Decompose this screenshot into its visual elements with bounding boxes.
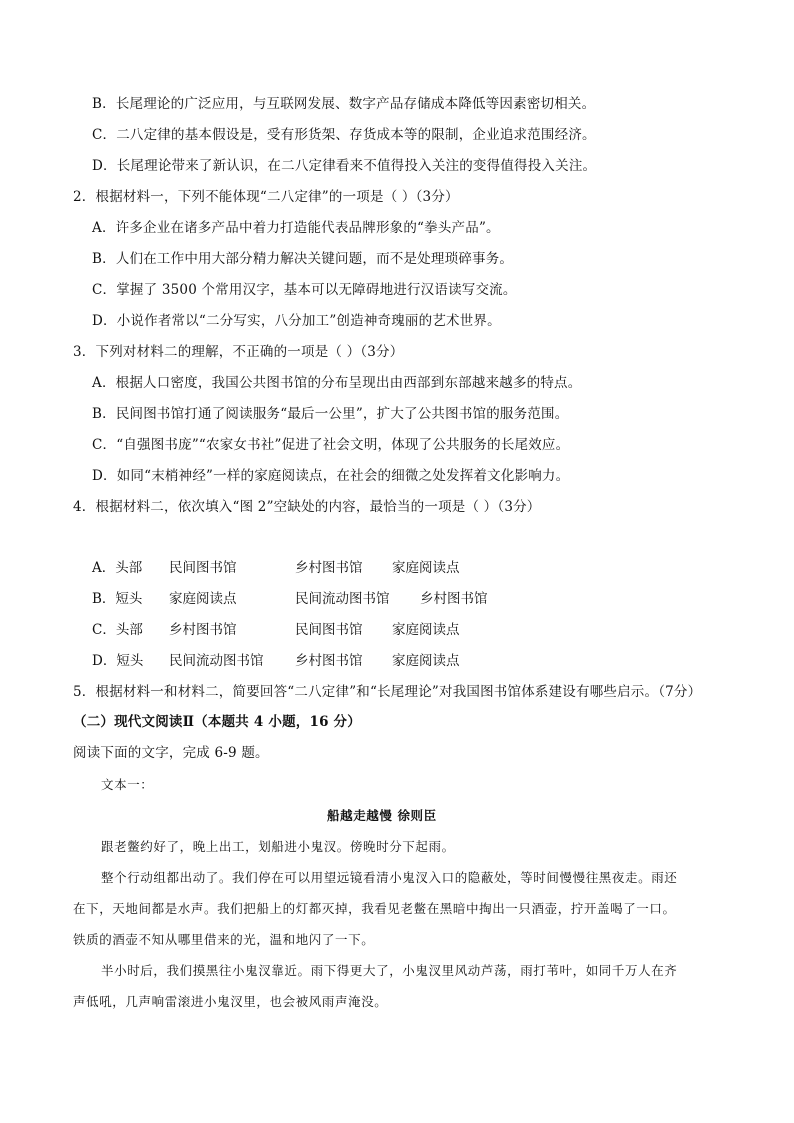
option-item-3: 家庭阅读点	[392, 653, 460, 669]
paragraph-line: 整个行动组都出动了。我们停在可以用望远镜看清小鬼汊入口的隐蔽处，等时间慢慢往黑夜走。雨还	[101, 870, 678, 885]
option-item-1: 民间图书馆	[169, 560, 237, 576]
prev-option-c: C．二八定律的基本假设是，受有形货架、存货成本等的限制，企业追求范围经济。	[92, 127, 596, 143]
question-2-option-d: D．小说作者常以“二分写实，八分加工”创造神奇瑰丽的艺术世界。	[92, 313, 501, 329]
option-item-1: 民间流动图书馆	[169, 653, 264, 669]
question-2-option-a: A．许多企业在诸多产品中着力打造能代表品牌形象的“拳头产品”。	[92, 220, 500, 236]
option-letter: C．头部	[92, 622, 143, 638]
question-3-option-a: A．根据人口密度，我国公共图书馆的分布呈现出由西部到东部越来越多的特点。	[92, 375, 582, 391]
option-item-3: 家庭阅读点	[392, 560, 460, 576]
text-label: 文本一：	[101, 777, 154, 792]
question-3-stem: 3．下列对材料二的理解，不正确的一项是（ ）（3分）	[73, 344, 404, 360]
article-title: 船越走越慢 徐则臣	[327, 808, 437, 823]
option-item-1: 乡村图书馆	[169, 622, 237, 638]
paragraph-line: 跟老鳖约好了，晚上出工，划船进小鬼汊。傍晚时分下起雨。	[101, 839, 455, 854]
question-2-option-b: B．人们在工作中用大部分精力解决关键问题，而不是处理琐碎事务。	[92, 251, 514, 267]
paragraph-line: 在下，天地间都是水声。我们把船上的灯都灭掉，我看见老鳖在黑暗中掏出一只酒壶，拧开盖喝了一口。	[73, 901, 676, 916]
question-3-option-b: B．民间图书馆打通了阅读服务“最后一公里”，扩大了公共图书馆的服务范围。	[92, 406, 569, 422]
option-letter: B．短头	[92, 591, 143, 607]
option-item-3: 乡村图书馆	[420, 591, 488, 607]
option-item-2: 乡村图书馆	[295, 653, 363, 669]
question-3-option-c: C．“自强图书庞”“农家女书社”促进了社会文明，体现了公共服务的长尾效应。	[92, 437, 570, 453]
prev-option-d: D．长尾理论带来了新认识，在二八定律看来不值得投入关注的变得值得投入关注。	[92, 158, 597, 174]
option-item-2: 民间图书馆	[295, 622, 363, 638]
paragraph-line: 半小时后，我们摸黑往小鬼汊靠近。雨下得更大了，小鬼汊里风动芦荡，雨打苇叶，如同千万人在齐	[101, 963, 678, 978]
option-letter: D．短头	[92, 653, 144, 669]
question-3-option-d: D．如同“末梢神经”一样的家庭阅读点，在社会的细微之处发挥着文化影响力。	[92, 468, 570, 484]
prev-option-b: B．长尾理论的广泛应用，与互联网发展、数字产品存储成本降低等因素密切相关。	[92, 96, 596, 112]
section-instruction: 阅读下面的文字，完成 6-9 题。	[73, 745, 269, 761]
question-2-option-c: C．掌握了 3500 个常用汉字，基本可以无障碍地进行汉语读写交流。	[92, 282, 517, 298]
question-5-stem: 5．根据材料一和材料二，简要回答“二八定律”和“长尾理论”对我国图书馆体系建设有哪些启示。（7分）	[73, 684, 702, 700]
section-heading: （二）现代文阅读Ⅱ（本题共 4 小题，16 分）	[73, 714, 361, 730]
paragraph-line: 声低吼，几声响雷滚进小鬼汊里，也会被风雨声淹没。	[73, 994, 388, 1009]
option-item-2: 乡村图书馆	[295, 560, 363, 576]
option-letter: A．头部	[92, 560, 143, 576]
question-2-stem: 2．根据材料一，下列不能体现“二八定律”的一项是（ ）（3分）	[73, 189, 459, 205]
question-4-stem: 4．根据材料二，依次填入“图 2”空缺处的内容，最恰当的一项是（ ）（3分）	[73, 499, 541, 515]
option-item-3: 家庭阅读点	[392, 622, 460, 638]
paragraph-line: 铁质的酒壶不知从哪里借来的光，温和地闪了一下。	[73, 932, 375, 947]
option-item-1: 家庭阅读点	[169, 591, 237, 607]
option-item-2: 民间流动图书馆	[295, 591, 390, 607]
